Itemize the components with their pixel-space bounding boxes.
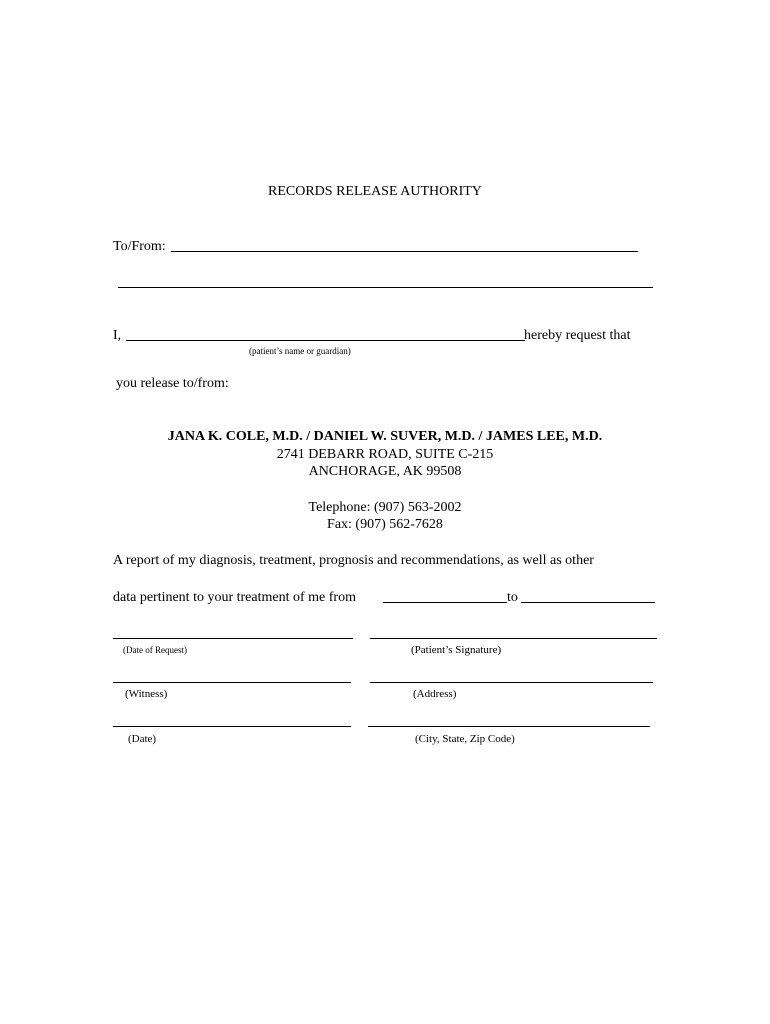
witness-field[interactable] xyxy=(113,682,351,683)
to-date-field[interactable] xyxy=(521,602,655,603)
city-state-zip-label: (City, State, Zip Code) xyxy=(415,733,515,745)
report-line-2-prefix: data pertinent to your treatment of me from xyxy=(113,590,356,605)
date-of-request-field[interactable] xyxy=(113,638,353,639)
city-state-zip-field[interactable] xyxy=(368,726,650,727)
from-date-field[interactable] xyxy=(383,602,507,603)
request-prefix: I, xyxy=(113,328,122,343)
practice-city: ANCHORAGE, AK 99508 xyxy=(308,464,462,479)
practice-fax: Fax: (907) 562-7628 xyxy=(327,517,443,532)
date-of-request-label: (Date of Request) xyxy=(123,645,187,655)
address-field[interactable] xyxy=(370,682,653,683)
patient-name-field[interactable] xyxy=(126,340,525,341)
patient-signature-label: (Patient’s Signature) xyxy=(411,644,502,656)
patient-signature-field[interactable] xyxy=(370,638,657,639)
date-field[interactable] xyxy=(113,726,351,727)
report-line-2-to: to xyxy=(507,590,518,605)
form-title: RECORDS RELEASE AUTHORITY xyxy=(268,184,482,199)
address-label: (Address) xyxy=(413,688,457,700)
witness-label: (Witness) xyxy=(125,688,168,700)
to-from-field[interactable] xyxy=(171,251,638,252)
to-from-label: To/From: xyxy=(113,239,166,254)
request-suffix: hereby request that xyxy=(524,328,631,343)
practice-telephone: Telephone: (907) 563-2002 xyxy=(308,500,462,515)
date-label: (Date) xyxy=(128,733,157,745)
patient-name-caption: (patient’s name or guardian) xyxy=(249,346,351,356)
practice-street: 2741 DEBARR ROAD, SUITE C-215 xyxy=(276,447,494,462)
practice-doctors: JANA K. COLE, M.D. / DANIEL W. SUVER, M.D. / JAMES LEE, M.D. xyxy=(167,429,603,444)
release-line: you release to/from: xyxy=(116,376,229,391)
report-line-1: A report of my diagnosis, treatment, prognosis and recommendations, as well as other xyxy=(113,553,594,568)
to-from-field-2[interactable] xyxy=(118,287,653,288)
